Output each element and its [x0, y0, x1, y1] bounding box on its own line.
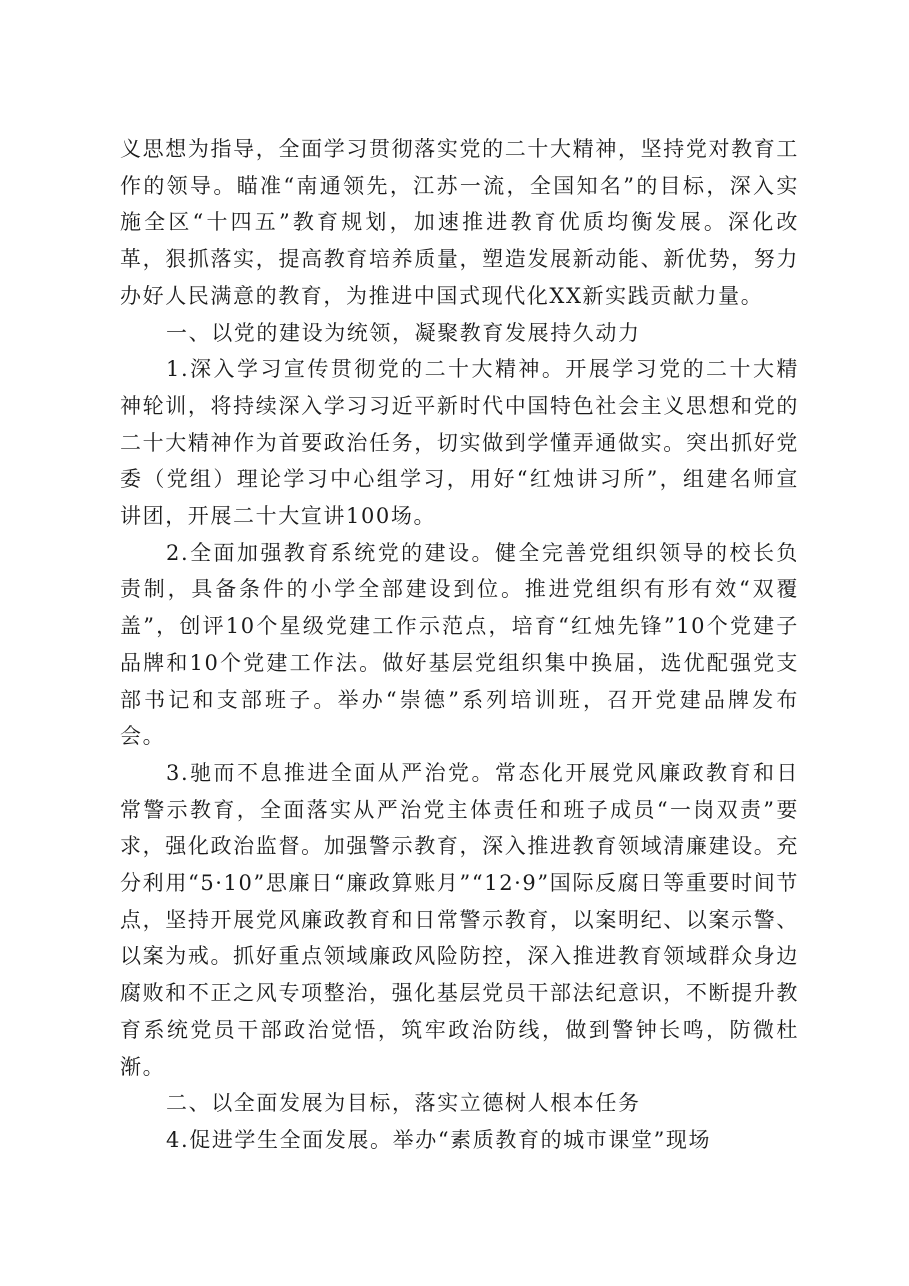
- paragraph-item-3: 3.驰而不息推进全面从严治党。常态化开展党风廉政教育和日常警示教育，全面落实从严治党主体责任和班子成员“一岗双责”要求，强化政治监督。加强警示教育，深入推进教育领域清廉建设。充分利用“5·10”思廉日“廉政算账月”“12·9”国际反腐日等重要时间节点，坚持开展党风廉政教育和日常警示教育，以案明纪、以案示警、以案为戒。抓好重点领域廉政风险防控，深入推进教育领域群众身边腐败和不正之风专项整治，强化基层党员干部法纪意识，不断提升教育系统党员干部政治觉悟，筑牢政治防线，做到警钟长鸣，防微杜渐。: [120, 760, 799, 1079]
- paragraph-item-4: 4.促进学生全面发展。举办“素质教育的城市课堂”现场: [166, 1127, 712, 1152]
- document-page: [120, 131, 799, 1159]
- section-heading-2: 二、以全面发展为目标，落实立德树人根本任务: [166, 1091, 641, 1116]
- section-heading-1: 一、以党的建设为统领，凝聚教育发展持久动力: [166, 320, 641, 345]
- paragraph-intro: 义思想为指导，全面学习贯彻落实党的二十大精神，坚持党对教育工作的领导。瞄准“南通领先，江苏一流，全国知名”的目标，深入实施全区“十四五”教育规划，加速推进教育优质均衡发展。深化改革，狠抓落实，提高教育培养质量，塑造发展新动能、新优势，努力办好人民满意的教育，为推进中国式现代化XX新实践贡献力量。: [120, 137, 799, 308]
- paragraph-item-1: 1.深入学习宣传贯彻党的二十大精神。开展学习党的二十大精神轮训，将持续深入学习习近平新时代中国特色社会主义思想和党的二十大精神作为首要政治任务，切实做到学懂弄通做实。突出抓好党委（党组）理论学习中心组学习，用好“红烛讲习所”，组建名师宣讲团，开展二十大宣讲100场。: [120, 357, 799, 529]
- paragraph-item-2: 2.全面加强教育系统党的建设。健全完善党组织领导的校长负责制，具备条件的小学全部建设到位。推进党组织有形有效“双覆盖”，创评10个星级党建工作示范点，培育“红烛先锋”10个党建子品牌和10个党建工作法。做好基层党组织集中换届，选优配强党支部书记和支部班子。举办“崇德”系列培训班，召开党建品牌发布会。: [120, 540, 799, 749]
